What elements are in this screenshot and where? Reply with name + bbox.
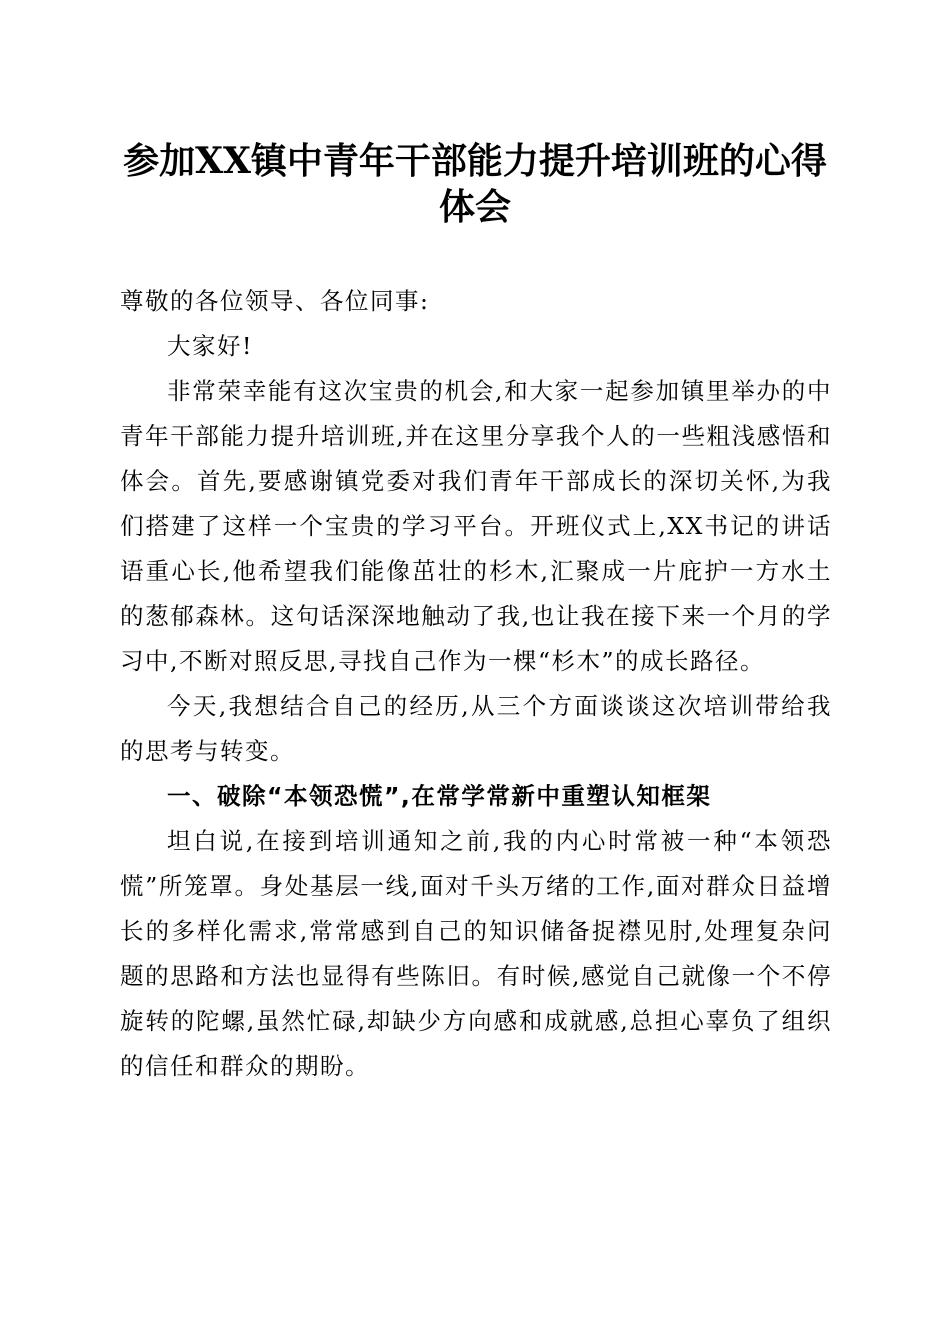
document-title: 参加XX镇中青年干部能力提升培训班的心得体会 [123,140,827,228]
section-heading-1: 一、破除“本领恐慌”,在常学常新中重塑认知框架 [167,782,712,810]
document-body [120,279,832,1089]
salutation: 尊敬的各位领导、各位同事: [120,287,430,315]
section-1-paragraph: 坦白说,在接到培训通知之前,我的内心时常被一种“本领恐慌”所笼罩。身处基层一线,面对千头万绪的工作,面对群众日益增长的多样化需求,常常感到自己的知识储备捉襟见肘,处理复杂问题的思路和方法也显得有些陈旧。有时候,感觉自己就像一个不停旋转的陀螺,虽然忙碌,却缺少方向感和成就感,总担心辜负了组织的信任和群众的期盼。 [120,827,832,1080]
paragraph-intro: 非常荣幸能有这次宝贵的机会,和大家一起参加镇里举办的中青年干部能力提升培训班,并在这里分享我个人的一些粗浅感悟和体会。首先,要感谢镇党委对我们青年干部成长的深切关怀,为我们搭建了这样一个宝贵的学习平台。开班仪式上,XX书记的讲话语重心长,他希望我们能像茁壮的杉木,汇聚成一片庇护一方水土的葱郁森林。这句话深深地触动了我,也让我在接下来一个月的学习中,不断对照反思,寻找自己作为一棵“杉木”的成长路径。 [120,377,832,675]
greeting: 大家好! [167,332,253,360]
paragraph-overview: 今天,我想结合自己的经历,从三个方面谈谈这次培训带给我的思考与转变。 [120,692,832,765]
